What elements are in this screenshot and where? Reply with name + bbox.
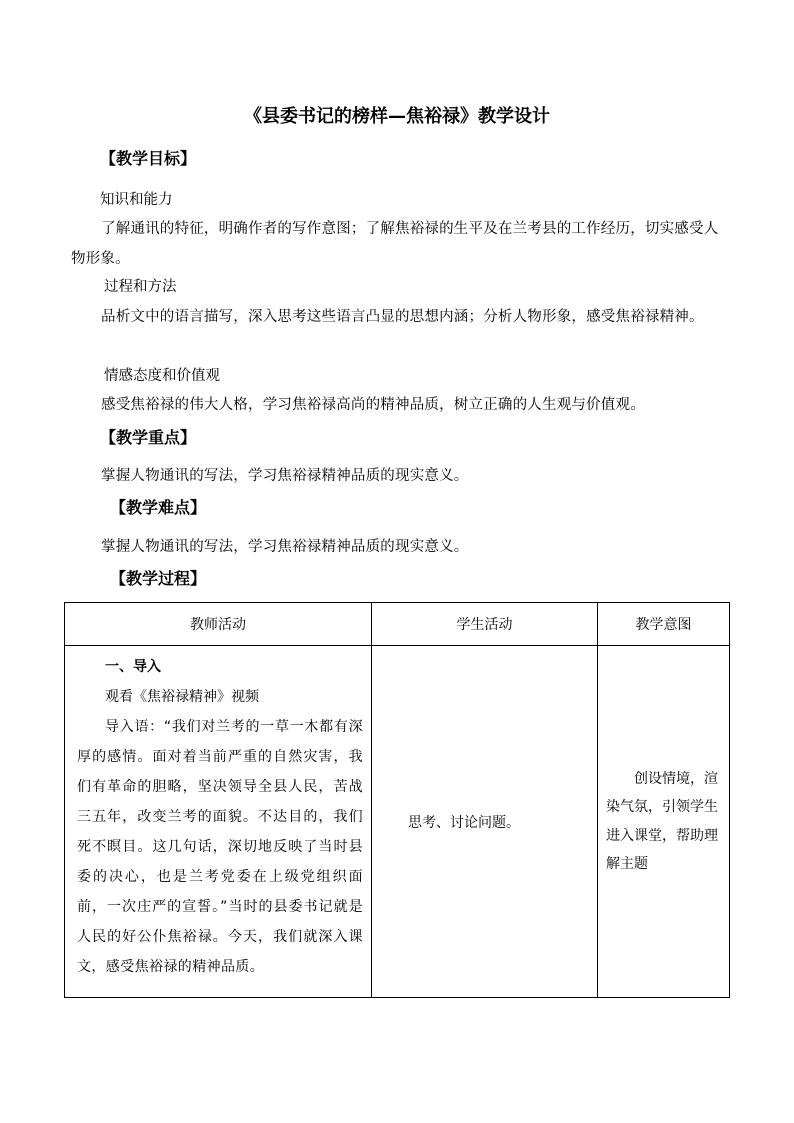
key-points-text: 掌握人物通讯的写法，学习焦裕禄精神品质的现实意义。 xyxy=(101,468,469,484)
objectives-heading: 【教学目标】 xyxy=(100,149,197,168)
student-activity-cell: 思考、讨论问题。 xyxy=(372,646,598,998)
header-teaching-intent: 教学意图 xyxy=(598,603,730,646)
document-title: 《县委书记的榜样—焦裕禄》教学设计 xyxy=(244,106,550,127)
section-title-intro: 一、导入 xyxy=(105,659,161,675)
table-header-row xyxy=(65,603,730,646)
teaching-intent-cell: 创设情境，渲染气氛，引领学生进入课堂，帮助理解主题 xyxy=(598,646,730,998)
table-row xyxy=(65,646,730,998)
teacher-intro-speech: 导入语：“我们对兰考的一草一木都有深厚的感情。面对着当前严重的自然灾害，我们有革命的胆略，坚决领导全县人民，苦战三五年，改变兰考的面貌。不达目的，我们死不瞑目。这几句话，深切地反映了当时县委的决心，也是兰考党委在上级党组织面前，一次庄严的宣誓。”当时的县委书记就是人民的好公仆焦裕禄。今天，我们就深入课文，感受焦裕禄的精神品质。 xyxy=(77,719,363,975)
difficulties-heading: 【教学难点】 xyxy=(110,498,207,517)
process-text: 品析文中的语言描写，深入思考这些语言凸显的思想内涵；分析人物形象，感受焦裕禄精神。 xyxy=(101,309,704,325)
header-student-activity: 学生活动 xyxy=(372,603,598,646)
process-table xyxy=(64,602,730,998)
emotion-label: 情感态度和价值观 xyxy=(104,368,220,384)
teacher-video-line: 观看《焦裕禄精神》视频 xyxy=(105,689,259,705)
key-points-heading: 【教学重点】 xyxy=(100,428,197,447)
process-heading: 【教学过程】 xyxy=(110,569,207,588)
header-teacher-activity: 教师活动 xyxy=(65,603,372,646)
teacher-activity-cell xyxy=(65,646,372,998)
process-label: 过程和方法 xyxy=(104,279,177,295)
emotion-text: 感受焦裕禄的伟大人格，学习焦裕禄高尚的精神品质，树立正确的人生观与价值观。 xyxy=(101,397,645,413)
difficulties-text: 掌握人物通讯的写法，学习焦裕禄精神品质的现实意义。 xyxy=(101,539,469,555)
knowledge-text: 了解通讯的特征，明确作者的写作意图；了解焦裕禄的生平及在兰考县的工作经历，切实感受人物形象。 xyxy=(71,221,719,267)
knowledge-label: 知识和能力 xyxy=(100,192,173,208)
